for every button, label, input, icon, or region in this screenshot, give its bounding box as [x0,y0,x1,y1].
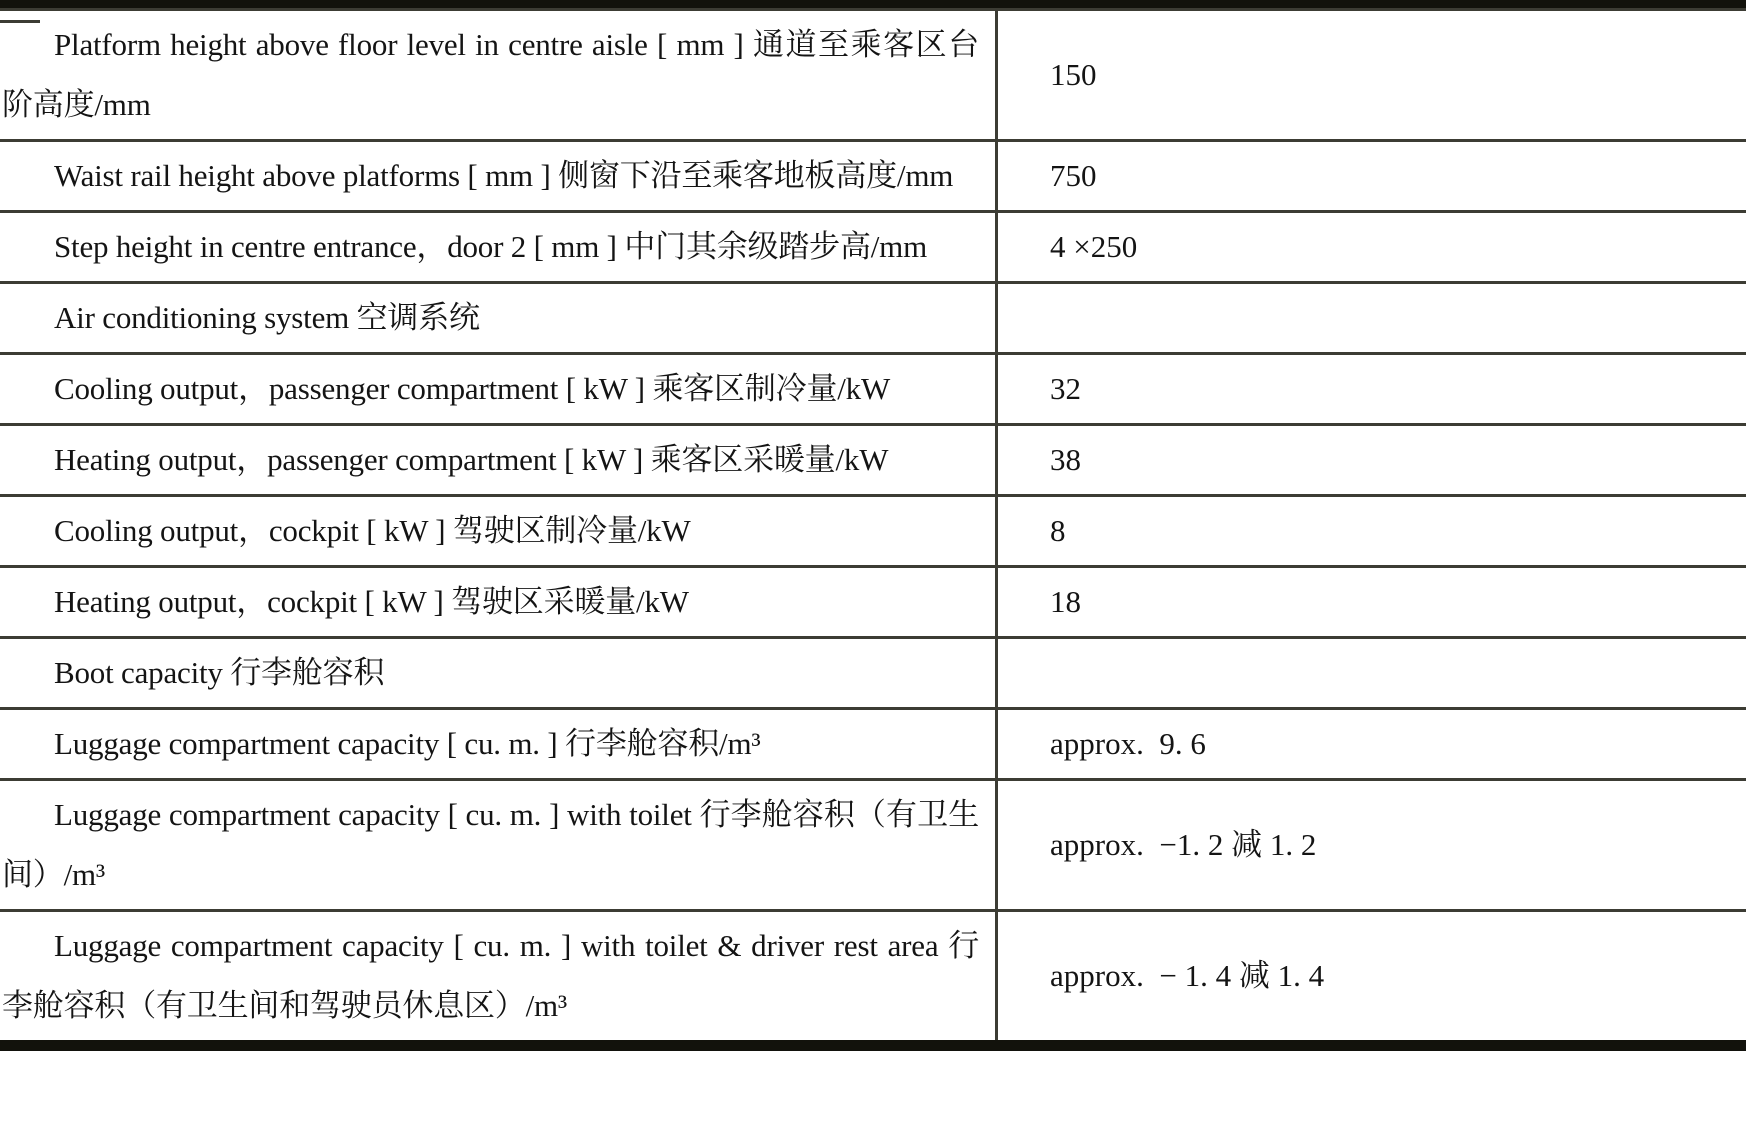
spec-value: approx. 9. 6 [1050,726,1206,761]
spec-label: Air conditioning system 空调系统 [54,300,480,335]
table-row [0,352,1746,423]
spec-label: Luggage compartment capacity [ cu. m. ] 行李舱容积/m³ [54,726,761,761]
spec-value: 38 [1050,442,1081,477]
table-row [0,423,1746,494]
spec-label-cell [0,142,995,210]
table-row [0,778,1746,909]
table-row [0,8,1746,139]
spec-value: 8 [1050,513,1066,548]
spec-label-cell [0,568,995,636]
spec-label: Luggage compartment capacity [ cu. m. ] with toilet & driver rest area 行李舱容积（有卫生间和驾驶员休息区）/m³ [2,928,979,1023]
spec-value: 4 ×250 [1050,229,1138,264]
spec-label: Cooling output，cockpit [ kW ] 驾驶区制冷量/kW [54,513,691,548]
spec-value-cell [995,11,1746,139]
table-row [0,494,1746,565]
spec-value-cell [995,213,1746,281]
spec-value: 18 [1050,584,1081,619]
spec-value-cell [995,710,1746,778]
table-row [0,210,1746,281]
spec-value: 32 [1050,371,1081,406]
spec-label: Heating output，passenger compartment [ kW ] 乘客区采暖量/kW [54,442,889,477]
table-row [0,909,1746,1040]
spec-value-cell [995,497,1746,565]
spec-label-cell [0,355,995,423]
spec-label-cell [0,213,995,281]
spec-value-cell [995,426,1746,494]
table-row [0,565,1746,636]
spec-label: Heating output，cockpit [ kW ] 驾驶区采暖量/kW [54,584,689,619]
spec-label-cell [0,912,995,1040]
table-row [0,707,1746,778]
spec-label: Boot capacity 行李舱容积 [54,655,385,690]
spec-value-cell [995,912,1746,1040]
spec-label: Cooling output，passenger compartment [ kW ] 乘客区制冷量/kW [54,371,891,406]
spec-value: approx. − 1. 4 减 1. 4 [1050,958,1325,993]
spec-value-cell [995,639,1746,707]
spec-label: Luggage compartment capacity [ cu. m. ] with toilet 行李舱容积（有卫生间）/m³ [2,797,979,892]
spec-label: Step height in centre entrance，door 2 [ mm ] 中门其余级踏步高/mm [54,229,927,264]
spec-label: Waist rail height above platforms [ mm ] 侧窗下沿至乘客地板高度/mm [54,158,954,193]
spec-label-cell [0,426,995,494]
spec-value-cell [995,142,1746,210]
spec-label-cell [0,710,995,778]
table-row [0,139,1746,210]
spec-label: Platform height above floor level in centre aisle [ mm ] 通道至乘客区台阶高度/mm [2,27,979,122]
spec-label-cell [0,781,995,909]
spec-value: approx. −1. 2 减 1. 2 [1050,827,1317,862]
scan-artifact-line [0,20,40,23]
spec-label-cell [0,497,995,565]
table-row [0,636,1746,707]
table-row [0,281,1746,352]
spec-value-cell [995,284,1746,352]
spec-value: 150 [1050,57,1097,92]
spec-value-cell [995,568,1746,636]
spec-label-cell [0,639,995,707]
spec-value-cell [995,781,1746,909]
spec-label-cell [0,11,995,139]
spec-value-cell [995,355,1746,423]
spec-value: 750 [1050,158,1097,193]
spec-label-cell [0,284,995,352]
